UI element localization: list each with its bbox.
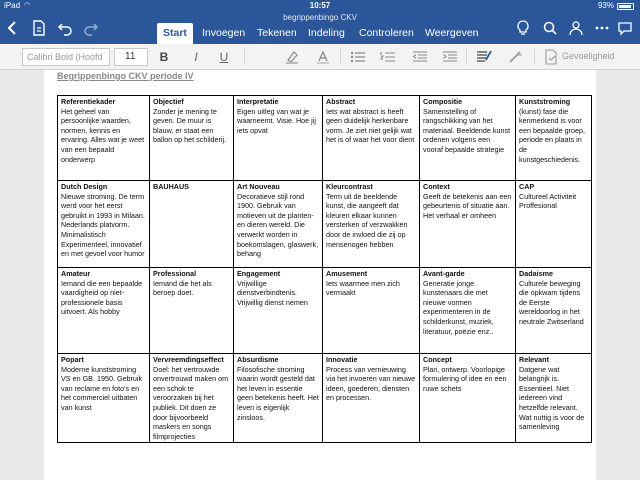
term-title: Professional bbox=[153, 269, 197, 278]
table-cell[interactable] bbox=[516, 354, 592, 443]
term-title: CAP bbox=[519, 182, 535, 191]
table-cell[interactable] bbox=[516, 268, 592, 354]
term-title: Vervreemdingseffect bbox=[153, 355, 224, 364]
table-cell[interactable] bbox=[516, 181, 592, 268]
clock: 10:57 bbox=[309, 1, 331, 10]
table-cell[interactable] bbox=[58, 96, 150, 181]
bullets-icon[interactable] bbox=[348, 48, 368, 66]
table-cell[interactable] bbox=[234, 181, 323, 268]
table-cell[interactable] bbox=[58, 268, 150, 354]
tab-weergeven[interactable]: Weergeven bbox=[425, 27, 479, 39]
term-title: Popart bbox=[61, 355, 84, 364]
term-definition: Iemand die het als beroep doet. bbox=[153, 278, 212, 298]
term-title: Dutch Design bbox=[61, 182, 108, 191]
term-title: Innovatie bbox=[326, 355, 358, 364]
term-title: Interpretatie bbox=[237, 97, 279, 106]
table-cell[interactable] bbox=[420, 268, 516, 354]
table-cell[interactable] bbox=[420, 354, 516, 443]
term-title: Concept bbox=[423, 355, 452, 364]
document-title: begrippenbingo CKV bbox=[283, 13, 357, 22]
term-title: Kleurcontrast bbox=[326, 182, 373, 191]
table-row bbox=[58, 96, 592, 181]
term-title: Compositie bbox=[423, 97, 463, 106]
table-cell[interactable] bbox=[58, 181, 150, 268]
bingo-table bbox=[57, 95, 592, 443]
term-definition: Term uit de beeldende kunst, die aangeeft dat kleuren elkaar kunnen versterken of verzwakken door de invloed die zij op mensenogen hebben bbox=[326, 191, 408, 249]
font-name-field[interactable]: Calibri Bold (Hoofd bbox=[22, 48, 110, 66]
term-definition: Plan, ontwerp. Voorlopige formulering of idee en een ruwe schets bbox=[423, 364, 507, 393]
term-title: Amusement bbox=[326, 269, 368, 278]
term-title: Relevant bbox=[519, 355, 549, 364]
document-heading: Begrippenbingo CKV periode IV bbox=[57, 71, 194, 81]
underline-button[interactable]: U bbox=[219, 50, 229, 64]
title-bar bbox=[0, 12, 640, 44]
term-definition: Iets wat abstract is heeft geen duidelijk herkenbare vorm. Je ziet niet gelijk wat het is of waar het voor dient bbox=[326, 106, 415, 145]
table-row bbox=[58, 354, 592, 443]
term-definition: Decoratieve stijl rond 1900. Gebruik van motieven uit de planten- en dieren wereld. Die verwerkt worden in boekomslagen, glaswerk, behang bbox=[237, 191, 319, 259]
term-title: Absurdisme bbox=[237, 355, 279, 364]
status-bar bbox=[0, 0, 640, 12]
tab-tekenen[interactable]: Tekenen bbox=[257, 27, 297, 39]
bold-button[interactable]: B bbox=[159, 50, 169, 64]
term-definition: Zonder je mening te geven. De muur is blauw, er staat een ballon op het schilderij. bbox=[153, 106, 227, 145]
term-title: Context bbox=[423, 182, 450, 191]
term-title: Engagement bbox=[237, 269, 281, 278]
outdent-icon[interactable] bbox=[410, 48, 430, 66]
tab-indeling[interactable]: Indeling bbox=[308, 27, 345, 39]
term-title: Amateur bbox=[61, 269, 91, 278]
term-definition: Samenstelling of rangschikking van het materiaal. Beeldende kunst ordenen volgens een vooraf bepaalde strategie bbox=[423, 106, 511, 154]
toolbar-divider bbox=[340, 49, 341, 65]
file-icon[interactable] bbox=[30, 18, 48, 38]
toolbar-divider bbox=[244, 49, 245, 65]
term-title: Dadaisme bbox=[519, 269, 553, 278]
table-cell[interactable] bbox=[150, 354, 234, 443]
term-definition: Moderne kunststroming VS en GB. 1950. Gebruik van reclame en foto's en het commerciel uitbaten van kunst bbox=[61, 364, 143, 412]
term-title: Avant-garde bbox=[423, 269, 465, 278]
term-title: Art Nouveau bbox=[237, 182, 280, 191]
term-definition: Process van vernieuwing via het invoeren van nieuwe ideen, goederen, diensten en processen. bbox=[326, 364, 416, 403]
document-canvas[interactable] bbox=[0, 70, 640, 480]
table-cell[interactable] bbox=[234, 268, 323, 354]
undo-icon[interactable] bbox=[56, 18, 74, 38]
term-definition: Cultureel Activiteit Proffesional bbox=[519, 191, 577, 211]
battery-percent: 93% bbox=[597, 1, 614, 10]
toolbar-divider bbox=[466, 49, 467, 65]
format-painter-icon[interactable] bbox=[506, 48, 526, 66]
term-title: Objectief bbox=[153, 97, 184, 106]
term-definition: Nieuwe stroming. De term werd voor het eerst gebruikt in 1993 in Milaan. Nederlands platvorm. Minimalistisch Experimenteel, innovatief en met gevoel voor humor bbox=[61, 191, 145, 259]
ribbon-toolbar bbox=[0, 44, 640, 70]
table-cell[interactable] bbox=[323, 181, 420, 268]
tab-start[interactable]: Start bbox=[157, 23, 193, 44]
share-user-icon[interactable] bbox=[567, 18, 585, 38]
font-size-field[interactable]: 11 bbox=[114, 48, 148, 66]
table-cell[interactable] bbox=[150, 268, 234, 354]
redo-icon[interactable] bbox=[82, 18, 100, 38]
font-color-icon[interactable] bbox=[313, 48, 333, 66]
numbering-icon[interactable] bbox=[378, 48, 398, 66]
term-definition: Generatie jonge kunstenaars die met nieuwe vormen experimenteren in de schilderkunst, muziek, literatuur, poëzie enz.. bbox=[423, 278, 494, 336]
table-cell[interactable] bbox=[323, 354, 420, 443]
table-cell[interactable] bbox=[323, 268, 420, 354]
term-definition: Datgene wat belangrijk is. Essentieel. Niet iedereen vind hetzelfde relevant. Wat nuttig is voor de samenleving bbox=[519, 364, 585, 432]
table-cell[interactable] bbox=[150, 96, 234, 181]
table-cell[interactable] bbox=[323, 96, 420, 181]
term-definition: Geeft de betekenis aan een gebeurtenis of situatie aan. Het verhaal er omheen bbox=[423, 191, 512, 220]
table-cell[interactable] bbox=[516, 96, 592, 181]
lightbulb-icon[interactable] bbox=[514, 18, 532, 38]
term-title: Referentiekader bbox=[61, 97, 116, 106]
back-icon[interactable] bbox=[4, 18, 22, 38]
term-definition: Het geheel van persoonlijke waarden, normen, kennis en ervaring. Alles wat je weet van een bepaald onderwerp bbox=[61, 106, 145, 164]
table-cell[interactable] bbox=[58, 354, 150, 443]
device-label: iPad bbox=[4, 1, 21, 10]
table-row bbox=[58, 181, 592, 268]
comment-icon[interactable] bbox=[616, 18, 634, 38]
term-title: Kunststroming bbox=[519, 97, 571, 106]
tab-invoegen[interactable]: Invoegen bbox=[202, 27, 246, 39]
term-definition: Vrijwillige dienstverbindtenis. Vrijwillig dienst nemen bbox=[237, 278, 308, 307]
term-definition: Iets waarmee men zich vermaakt bbox=[326, 278, 400, 298]
term-definition: Culturele beweging die opkwam tijdens de Eerste wereldoorlog in het neutrale Zwitserland bbox=[519, 278, 584, 326]
term-definition: Eigen uitleg van wat je waarneemt. Visie. Hoe jij iets opvat bbox=[237, 106, 316, 135]
highlight-icon[interactable] bbox=[282, 48, 302, 66]
indent-icon[interactable] bbox=[440, 48, 460, 66]
document-page[interactable] bbox=[44, 70, 596, 480]
term-definition: Iemand die een bepaalde vaardigheid op niet-professionele basis uitvoert. Als hobby bbox=[61, 278, 143, 317]
table-row bbox=[58, 268, 592, 354]
term-title: Abstract bbox=[326, 97, 356, 106]
table-cell[interactable] bbox=[420, 181, 516, 268]
sensitivity-button[interactable]: Gevoeligheid bbox=[562, 51, 615, 61]
table-cell[interactable] bbox=[150, 181, 234, 268]
term-definition: Doel: het vertrouwde onvertrouwd maken om een schok te veroorzaken bij het publiek. Dit doen ze door bijvoorbeeld maskers en songs filmprojecties bbox=[153, 364, 229, 441]
term-definition: (kunst) fase die kenmerkend is voor een bepaalde groep, periode en plaats in de kunstgeschiedenis. bbox=[519, 106, 585, 164]
term-definition: Filosofische stroming waarin wordt gesteld dat het leven in essentie geen betekenis heeft. Het leven is eigenlijk zinsloos. bbox=[237, 364, 319, 422]
sensitivity-icon bbox=[544, 49, 558, 65]
toolbar-divider bbox=[534, 49, 535, 65]
wifi-icon: ◠ bbox=[24, 2, 31, 9]
term-title: BAUHAUS bbox=[153, 182, 189, 191]
search-icon[interactable] bbox=[541, 18, 559, 38]
italic-button[interactable]: I bbox=[194, 50, 198, 64]
more-options-icon[interactable] bbox=[593, 18, 611, 38]
tab-controleren[interactable]: Controleren bbox=[359, 27, 414, 39]
battery-icon bbox=[617, 3, 634, 10]
table-cell[interactable] bbox=[234, 96, 323, 181]
table-cell[interactable] bbox=[420, 96, 516, 181]
table-cell[interactable] bbox=[234, 354, 323, 443]
styles-icon[interactable] bbox=[474, 48, 494, 66]
